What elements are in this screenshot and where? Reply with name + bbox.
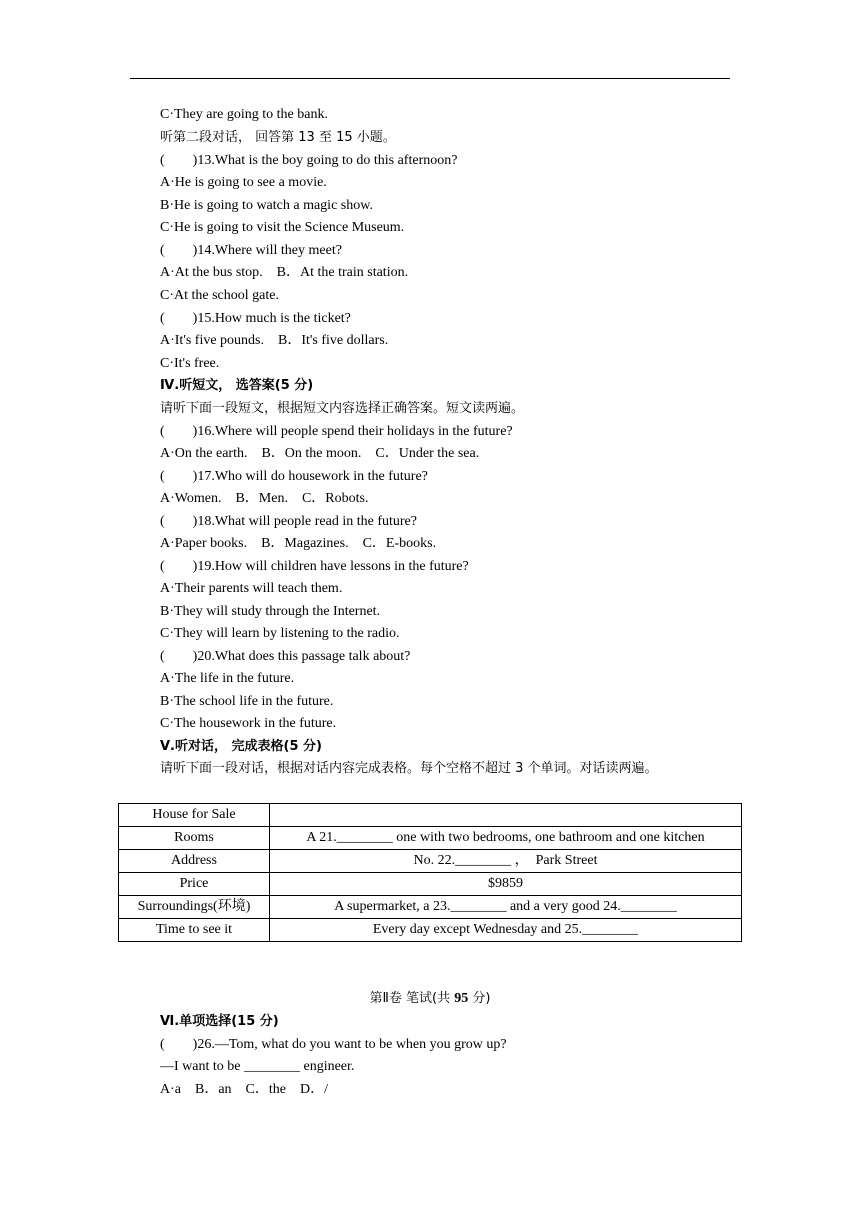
- question-16: ( )16.Where will people spend their holidays in the future?: [160, 424, 513, 439]
- options-14ab: A·At the bus stop. B．At the train station.: [160, 265, 409, 280]
- option-19a: A·Their parents will teach them.: [160, 581, 343, 596]
- table-label: Time to see it: [119, 919, 270, 942]
- question-13: ( )13.What is the boy going to do this afternoon?: [160, 153, 458, 168]
- part-ii-heading: [0, 990, 860, 1008]
- option-20a: A·The life in the future.: [160, 671, 295, 686]
- option-20c: C·The housework in the future.: [160, 716, 337, 731]
- section-v-heading: Ⅴ.听对话， 完成表格(5 分): [160, 739, 322, 754]
- question-18: ( )18.What will people read in the future?: [160, 514, 417, 529]
- table-label: Rooms: [119, 827, 270, 850]
- question-26: ( )26.—Tom, what do you want to be when you grow up?: [160, 1037, 507, 1052]
- section-v-instruction: 请听下面一段对话，根据对话内容完成表格。每个空格不超过 3 个单词。对话读两遍。: [160, 761, 658, 776]
- table-value: [270, 804, 742, 827]
- options-15ab: A·It's five pounds. B．It's five dollars.: [160, 333, 389, 348]
- options-18: A·Paper books. B．Magazines. C．E-books.: [160, 536, 437, 551]
- table-row: [119, 873, 742, 896]
- question-19: ( )19.How will children have lessons in the future?: [160, 559, 469, 574]
- option-19c: C·They will learn by listening to the radio.: [160, 626, 400, 641]
- section-iv-instruction: 请听下面一段短文，根据短文内容选择正确答案。短文读两遍。: [160, 401, 525, 416]
- question-20: ( )20.What does this passage talk about?: [160, 649, 411, 664]
- table-row: [119, 827, 742, 850]
- part-ii-suffix: 分): [468, 991, 491, 1006]
- table-value: $9859: [270, 873, 742, 896]
- table-label: Address: [119, 850, 270, 873]
- table-label: House for Sale: [119, 804, 270, 827]
- option-13b: B·He is going to watch a magic show.: [160, 198, 373, 213]
- house-for-sale-table: [118, 803, 742, 942]
- section-vi-heading: Ⅵ.单项选择(15 分): [160, 1014, 279, 1029]
- part-ii-prefix: 第Ⅱ卷 笔试(共: [369, 991, 455, 1006]
- option-13a: A·He is going to see a movie.: [160, 175, 327, 190]
- question-26-answer-line: —I want to be ________ engineer.: [160, 1059, 355, 1074]
- table-value: Every day except Wednesday and 25.________: [270, 919, 742, 942]
- options-26: A·a B．an C．the D．/: [160, 1082, 328, 1097]
- part-ii-score: 95: [454, 991, 469, 1006]
- table-value: No. 22.________ ， Park Street: [270, 850, 742, 873]
- option-12c: C·They are going to the bank.: [160, 107, 328, 122]
- table-row: [119, 919, 742, 942]
- option-13c: C·He is going to visit the Science Museum.: [160, 220, 405, 235]
- question-17: ( )17.Who will do housework in the future?: [160, 469, 428, 484]
- option-19b: B·They will study through the Internet.: [160, 604, 381, 619]
- option-20b: B·The school life in the future.: [160, 694, 334, 709]
- table-value: A supermarket, a 23.________ and a very good 24.________: [270, 896, 742, 919]
- header-rule: [130, 78, 730, 79]
- table-label: Price: [119, 873, 270, 896]
- section-iv-heading: Ⅳ.听短文， 选答案(5 分): [160, 378, 314, 393]
- option-14c: C·At the school gate.: [160, 288, 279, 303]
- question-14: ( )14.Where will they meet?: [160, 243, 342, 258]
- options-16: A·On the earth. B．On the moon. C．Under the sea.: [160, 446, 480, 461]
- table-row: [119, 804, 742, 827]
- table-label: Surroundings(环境): [119, 896, 270, 919]
- section-instruction-q13-15: 听第二段对话， 回答第 13 至 15 小题。: [160, 130, 396, 145]
- table-row: [119, 896, 742, 919]
- table-value: A 21.________ one with two bedrooms, one bathroom and one kitchen: [270, 827, 742, 850]
- table-row: [119, 850, 742, 873]
- option-15c: C·It's free.: [160, 356, 220, 371]
- options-17: A·Women. B．Men. C．Robots.: [160, 491, 369, 506]
- question-15: ( )15.How much is the ticket?: [160, 311, 351, 326]
